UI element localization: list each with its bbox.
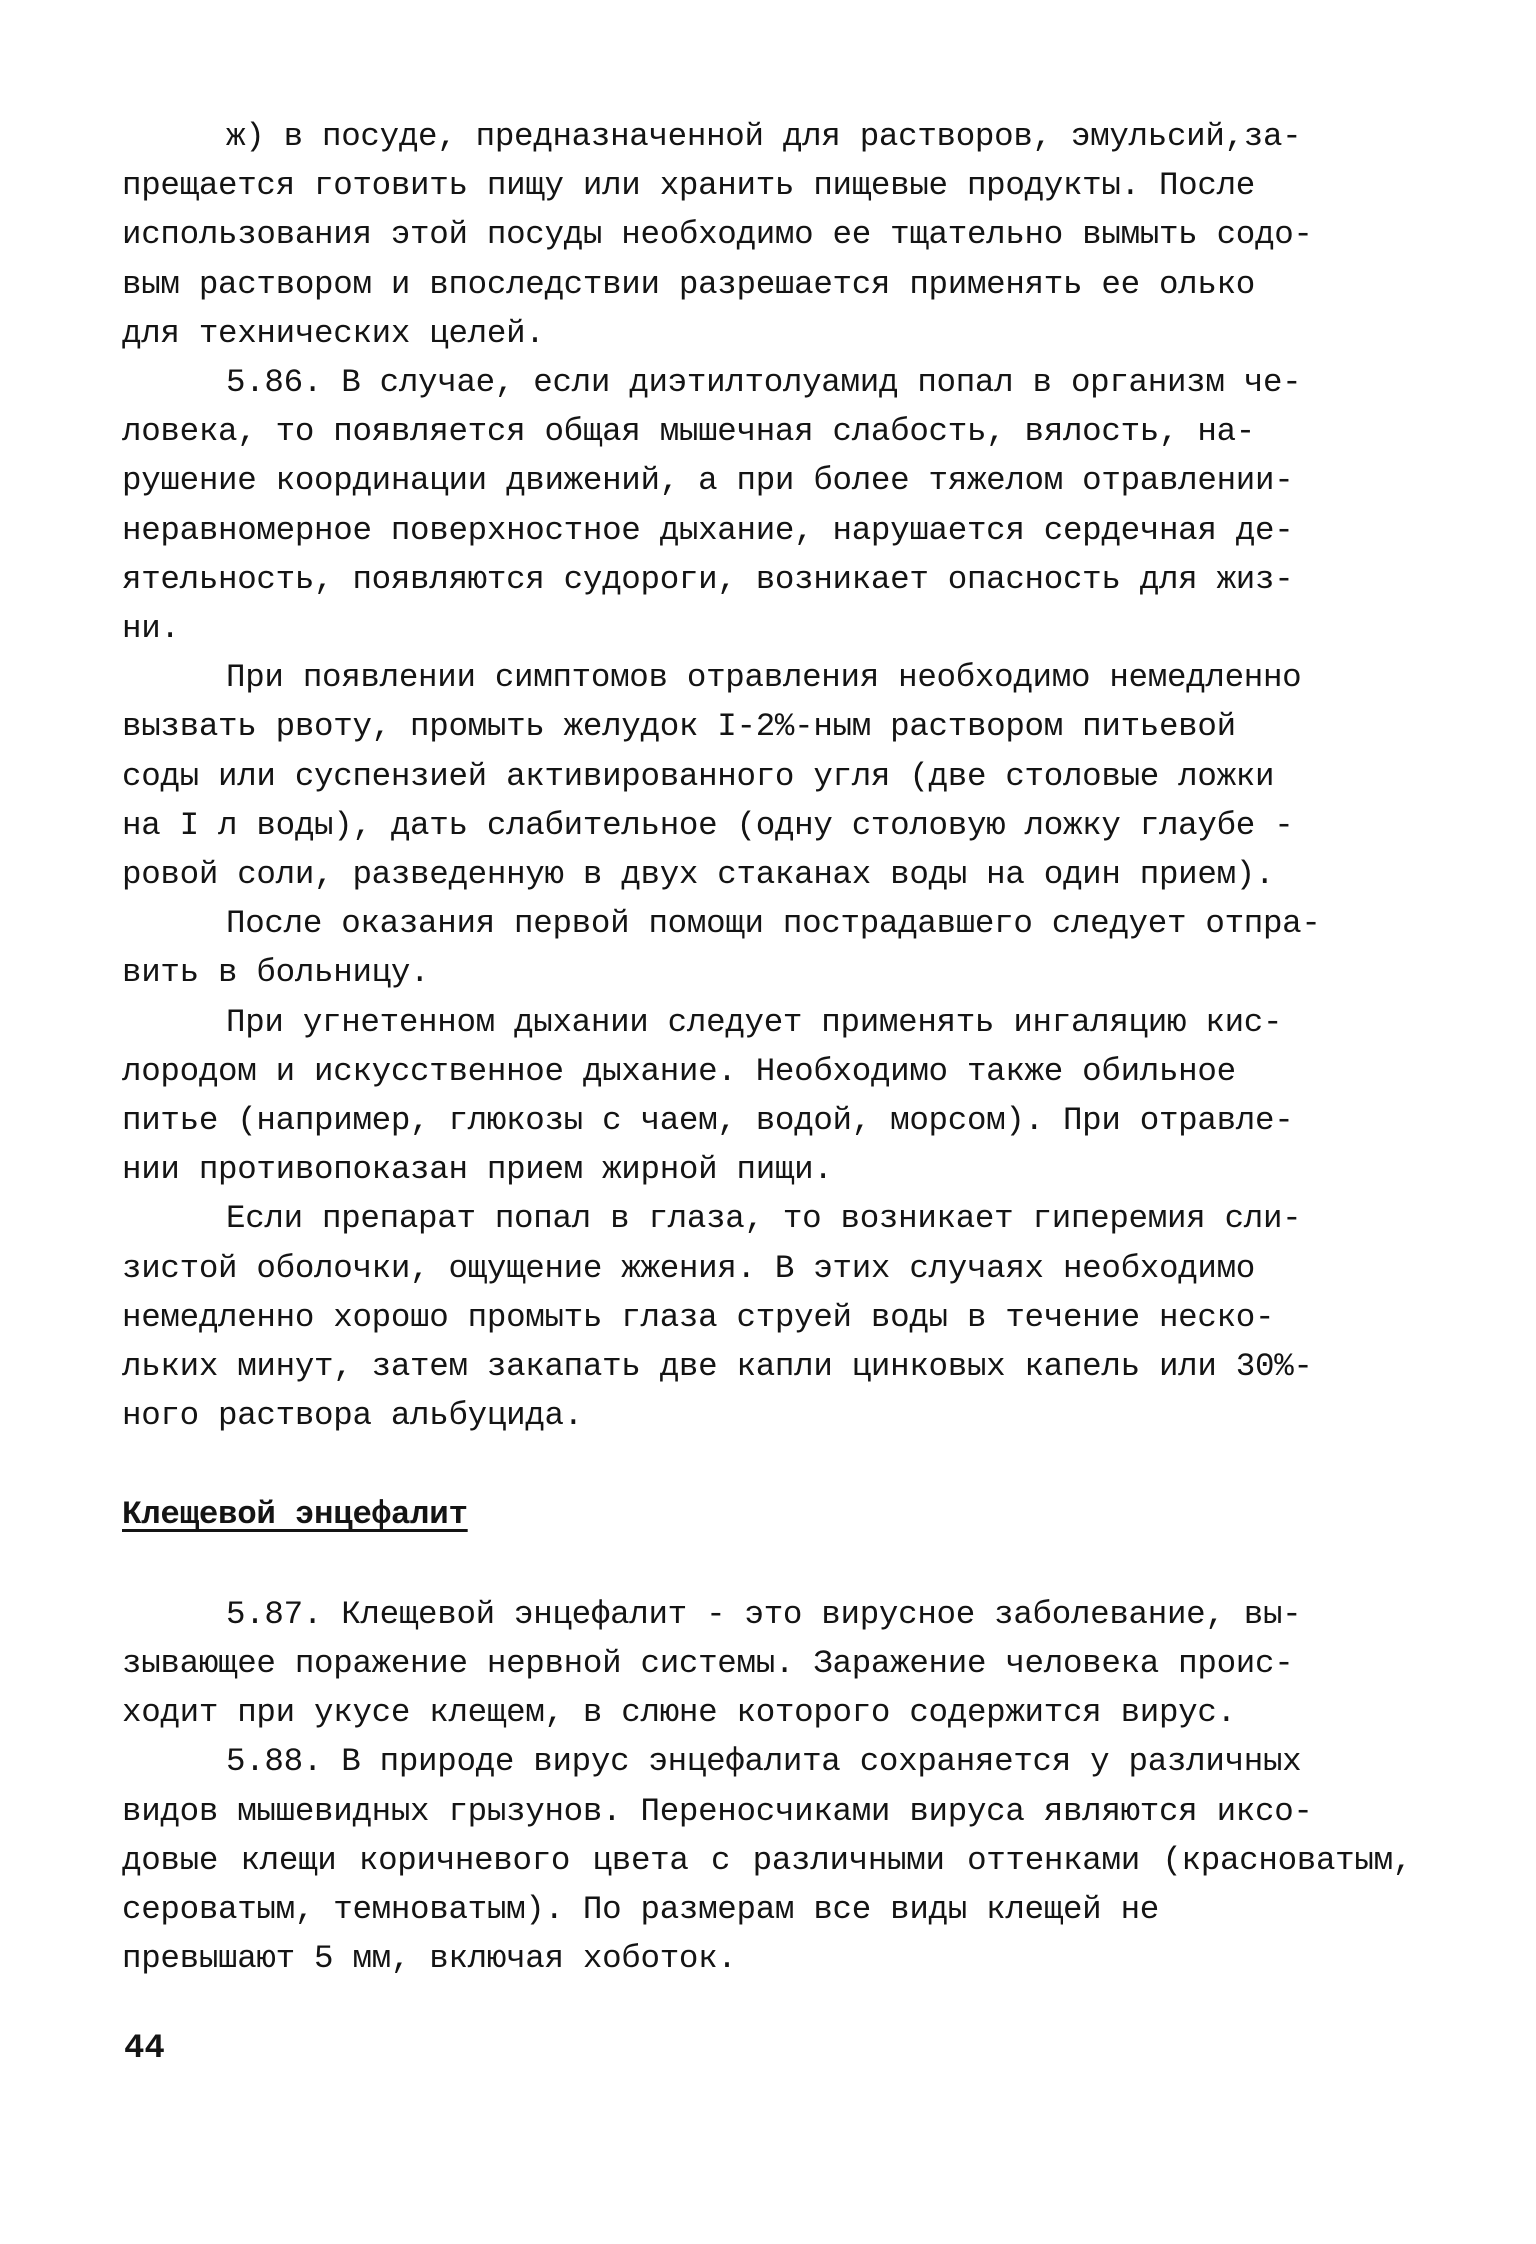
paragraph-dishes-warning: ж) в посуде, предназначенной для растворов, эмульсий,за- прещается готовить пищу или хранить пищевые продукты. После использования этой посуды необходимо ее тщательно вымыть содо- вым раствором и впоследствии разрешается применять ее олько для технических целей. [122,118,1313,352]
paragraph-5-86: 5.86. В случае, если диэтилтолуамид попал в организм че- ловека, то появляется общая мышечная слабость, вялость, на- рушение координации движений, а при более тяжелом отравлении- неравномерное поверхностное дыхание, нарушается сердечная де- ятельность, появляются судороги, возникает опасность для жиз- ни. [122,364,1302,648]
paragraph-poisoning-symptoms: При появлении симптомов отравления необходимо немедленно вызвать рвоту, промыть желудок I-2%-ным раствором питьевой соды или суспензией активированного угля (две столовые ложки на I л воды), дать слабительное (одну столовую ложку глаубе - ровой соли, разведенную в двух стаканах воды на один прием). [122,659,1302,894]
document-page [122,112,1412,1983]
paragraph-eyes: Если препарат попал в глаза, то возникает гиперемия сли- зистой оболочки, ощущение жжения. В этих случаях необходимо немедленно хорошо промыть глаза струей воды в течение неско- льких минут, затем закапать две капли цинковых капель или 30%- ного раствора альбуцида. [122,1200,1313,1435]
paragraph-5-88: 5.88. В природе вирус энцефалита сохраняется у различных видов мышевидных грызунов. Переносчиками вируса являются иксо- довые клещи коричневого цвета с различными оттенками (красноватым, сероватым, темноватым). По размерам все виды клещей не превышают 5 мм, включая хоботок. [122,1743,1412,1978]
page-number: 44 [124,2030,165,2068]
paragraph-5-87: 5.87. Клещевой энцефалит - это вирусное заболевание, вы- зывающее поражение нервной системы. Заражение человека проис- ходит при укусе клещем, в слюне которого содержится вирус. [122,1595,1302,1732]
section-heading: Клещевой энцефалит [122,1496,468,1534]
paragraph-breathing: При угнетенном дыхании следует применять ингаляцию кис- лородом и искусственное дыхание. Необходимо также обильное питье (например, глюкозы с чаем, водой, морсом). При отравле- нии противопоказан прием жирной пищи. [122,1003,1294,1189]
paragraph-hospital: После оказания первой помощи пострадавшего следует отпра- вить в больницу. [122,905,1321,992]
